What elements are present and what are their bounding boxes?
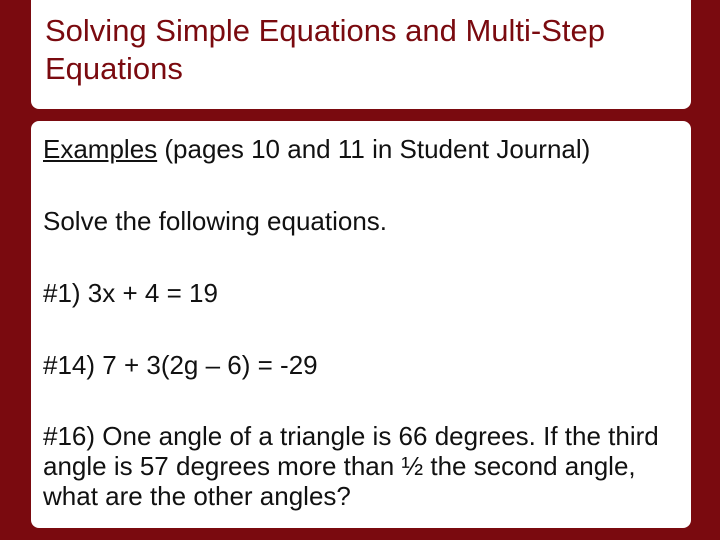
example-1: #1) 3x + 4 = 19 [43, 278, 218, 308]
title-panel [31, 0, 691, 109]
instruction-text: Solve the following equations. [43, 206, 388, 236]
slide-title: Solving Simple Equations and Multi-Step Equations [45, 13, 606, 86]
content-panel [31, 121, 691, 528]
example-14: #14) 7 + 3(2g – 6) = -29 [43, 350, 318, 380]
examples-label: Examples [43, 134, 158, 164]
examples-heading [43, 134, 679, 164]
examples-note: (pages 10 and 11 in Student Journal) [157, 134, 591, 164]
example-16: #16) One angle of a triangle is 66 degrees. If the third angle is 57 degrees more than ½ the second angle, what are the other angles? [43, 421, 659, 511]
